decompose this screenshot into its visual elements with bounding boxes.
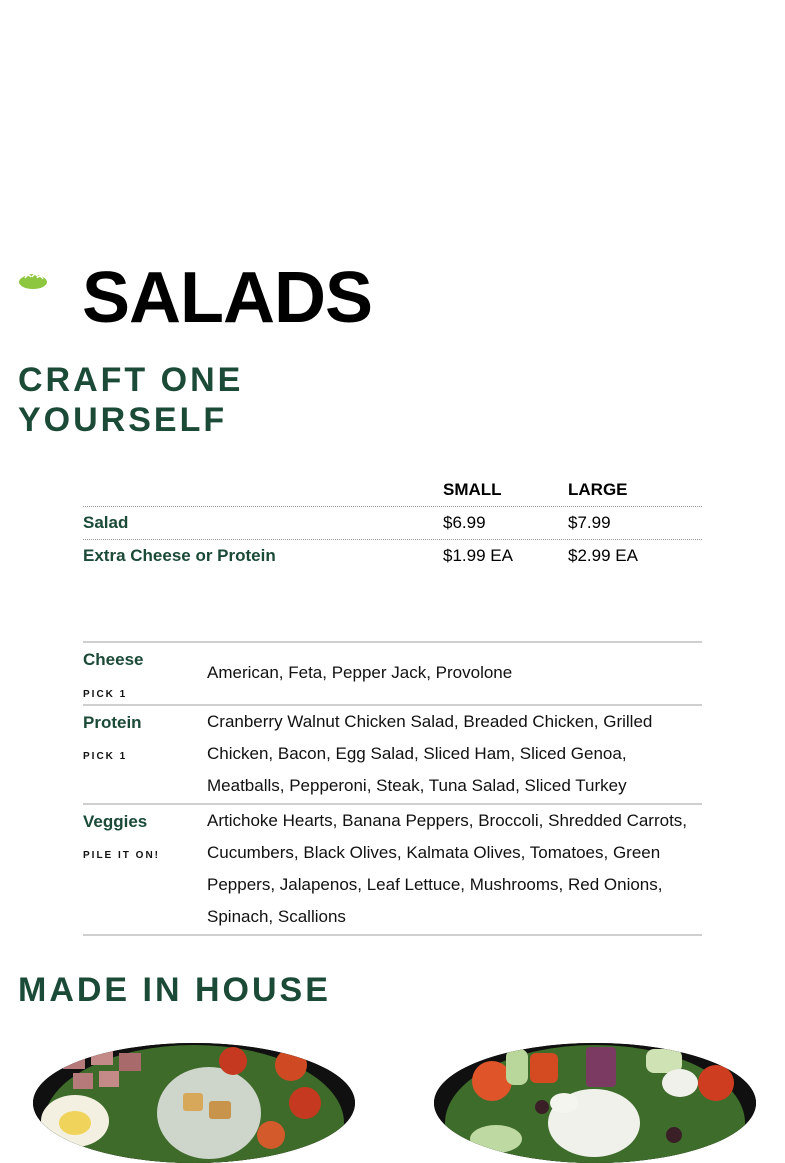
price-row-extra-label: Extra Cheese or Protein: [83, 546, 276, 565]
made-in-house-heading: MADE IN HOUSE: [18, 971, 331, 1009]
price-row-salad-small: $6.99: [443, 513, 486, 532]
page-title: SALADS: [82, 258, 373, 338]
option-veggies-text: Artichoke Hearts, Banana Peppers, Broccoli, Shredded Carrots, Cucumbers, Black Olives, Kalmata Olives, Tomatoes, Green Peppers, Jalapenos, Leaf Lettuce, Mushrooms, Red Onions, Spinach, Scallions: [207, 811, 688, 926]
option-protein-sub: PICK 1: [83, 751, 128, 762]
option-protein-text: Cranberry Walnut Chicken Salad, Breaded Chicken, Grilled Chicken, Bacon, Egg Salad, Sliced Ham, Sliced Genoa, Meatballs, Pepperoni, Steak, Tuna Salad, Sliced Turkey: [207, 712, 653, 795]
price-row-salad-large: $7.99: [568, 513, 611, 532]
price-row-extra-small: $1.99 EA: [443, 546, 513, 565]
option-veggies-sub: PILE IT ON!: [83, 850, 160, 861]
option-cheese-text: American, Feta, Pepper Jack, Provolone: [207, 663, 513, 682]
craft-heading-line2: YOURSELF: [18, 401, 228, 439]
price-column-large: LARGE: [568, 480, 628, 499]
option-cheese-sub: PICK 1: [83, 689, 128, 700]
price-row-salad-label: Salad: [83, 513, 129, 532]
price-row-divider: [83, 539, 702, 540]
chef-salad-photo: [33, 1043, 355, 1163]
salad-bowl-icon: [18, 268, 48, 290]
options-divider: [83, 641, 702, 643]
option-protein-label: Protein: [83, 713, 142, 732]
option-veggies-label: Veggies: [83, 812, 148, 831]
price-row-extra-large: $2.99 EA: [568, 546, 638, 565]
options-divider: [83, 934, 702, 936]
craft-heading-line1: CRAFT ONE: [18, 361, 244, 399]
price-row-divider: [83, 506, 702, 507]
option-cheese-label: Cheese: [83, 650, 144, 669]
greek-salad-photo: [434, 1043, 756, 1163]
price-column-small: SMALL: [443, 480, 502, 499]
